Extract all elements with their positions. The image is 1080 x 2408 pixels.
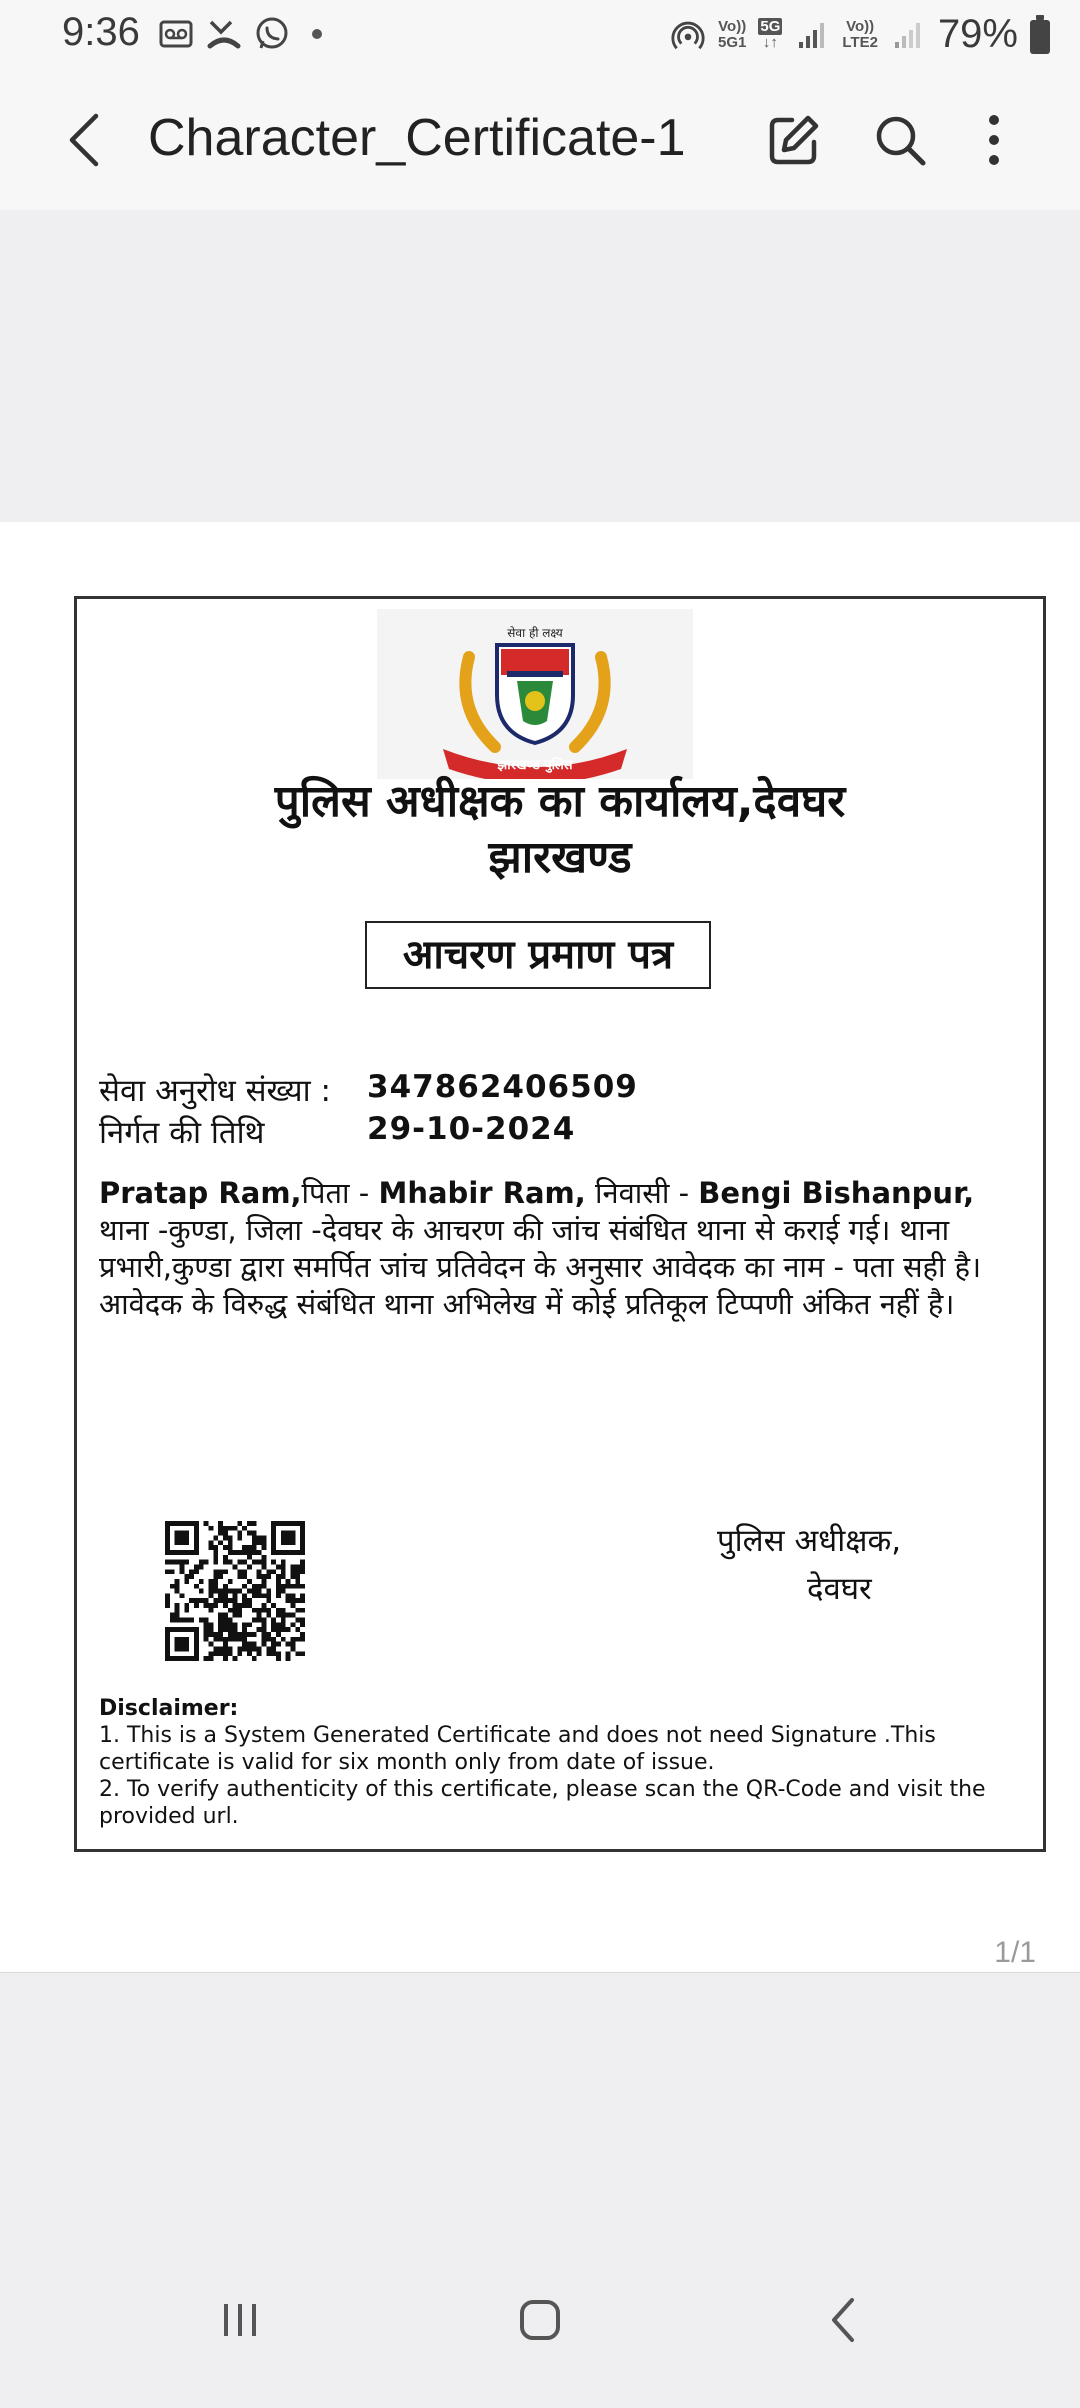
voicemail-icon — [158, 16, 194, 52]
request-number-label: सेवा अनुरोध संख्या : — [99, 1073, 331, 1109]
issue-date-row — [99, 1111, 575, 1153]
office-name-line2: झारखण्ड — [488, 832, 632, 883]
nav-back-button[interactable] — [804, 2280, 884, 2360]
recents-icon — [218, 2298, 262, 2342]
missed-call-icon — [206, 16, 242, 52]
body-text: थाना -कुण्डा, जिला -देवघर के आचरण की जांच संबंधित थाना से कराई गई। थाना प्रभारी,कुण्डा द्वारा समर्पित जांच प्रतिवेदन के अनुसार आवेदक का नाम - पता सही है। आवेदक के विरुद्ध संबंधित थाना अभिलेख में कोई प्रतिकूल टिप्पणी अंकित नहीं है। — [99, 1213, 982, 1321]
issue-date-label: निर्गत की तिथि — [99, 1115, 265, 1151]
viewer-background-top — [0, 210, 1080, 522]
navigation-bar — [0, 2228, 1080, 2408]
network-indicator-3: Vo)) LTE2 — [842, 17, 878, 51]
notification-icons — [158, 16, 322, 52]
more-notifications-dot — [312, 29, 322, 39]
police-emblem — [377, 609, 693, 779]
disclaimer-item-1: 1. This is a System Generated Certificate and does not need Signature .This certificate is valid for six month only from date of issue. — [99, 1723, 936, 1775]
disclaimer-item-2: 2. To verify authenticity of this certificate, please scan the QR-Code and visit the provided url. — [99, 1777, 986, 1829]
search-icon — [872, 112, 928, 168]
request-number-value: 347862406509 — [367, 1069, 638, 1105]
issue-date-value: 29-10-2024 — [367, 1111, 576, 1147]
status-bar — [0, 0, 1080, 72]
status-time: 9:36 — [62, 10, 140, 54]
disclaimer — [99, 1695, 1029, 1830]
chevron-left-icon — [64, 110, 104, 170]
signal-icon-sim1 — [794, 17, 830, 53]
signatory — [717, 1517, 977, 1613]
disclaimer-title: Disclaimer: — [99, 1696, 239, 1721]
search-button[interactable] — [868, 108, 932, 172]
document-title: Character_Certificate-1 — [148, 109, 686, 167]
office-name-line1: पुलिस अधीक्षक का कार्यालय,देवघर — [274, 776, 846, 827]
system-icons — [670, 12, 1050, 57]
edit-icon — [766, 112, 822, 168]
more-options-button[interactable] — [962, 108, 1026, 172]
home-icon — [517, 2297, 563, 2343]
network-indicator-2: 5G ↓↑ — [760, 17, 781, 51]
signatory-title: पुलिस अधीक्षक, — [717, 1523, 902, 1559]
more-vertical-icon — [984, 112, 1004, 168]
battery-icon — [1030, 20, 1050, 54]
qr-code — [165, 1521, 305, 1661]
battery-percent: 79% — [937, 12, 1018, 56]
village-name: Bengi Bishanpur, — [698, 1176, 975, 1210]
certificate-body — [99, 1175, 1029, 1323]
father-label: पिता - — [301, 1176, 379, 1210]
back-button[interactable] — [52, 108, 116, 172]
certificate — [74, 596, 1046, 1852]
edit-button[interactable] — [762, 108, 826, 172]
recents-button[interactable] — [200, 2280, 280, 2360]
emblem-motto: सेवा ही लक्ष्य — [507, 626, 563, 640]
request-number-row — [99, 1069, 638, 1111]
signal-icon-sim2 — [890, 17, 926, 53]
father-name: Mhabir Ram, — [378, 1176, 586, 1210]
applicant-name: Pratap Ram, — [99, 1176, 302, 1210]
hotspot-icon — [670, 17, 706, 53]
residence-label: निवासी - — [585, 1176, 699, 1210]
home-button[interactable] — [500, 2280, 580, 2360]
network-indicator-1: Vo)) 5G1 — [718, 17, 747, 51]
certificate-title: आचरण प्रमाण पत्र — [365, 921, 711, 989]
back-icon — [824, 2295, 864, 2345]
signatory-location: देवघर — [807, 1571, 872, 1607]
viewer-background-bottom — [0, 1972, 1080, 2228]
whatsapp-icon — [254, 16, 290, 52]
emblem-ribbon-text: झारखण्ड पुलिस — [497, 758, 573, 773]
app-bar — [0, 72, 1080, 210]
page-indicator: 1/1 — [994, 1936, 1036, 1969]
